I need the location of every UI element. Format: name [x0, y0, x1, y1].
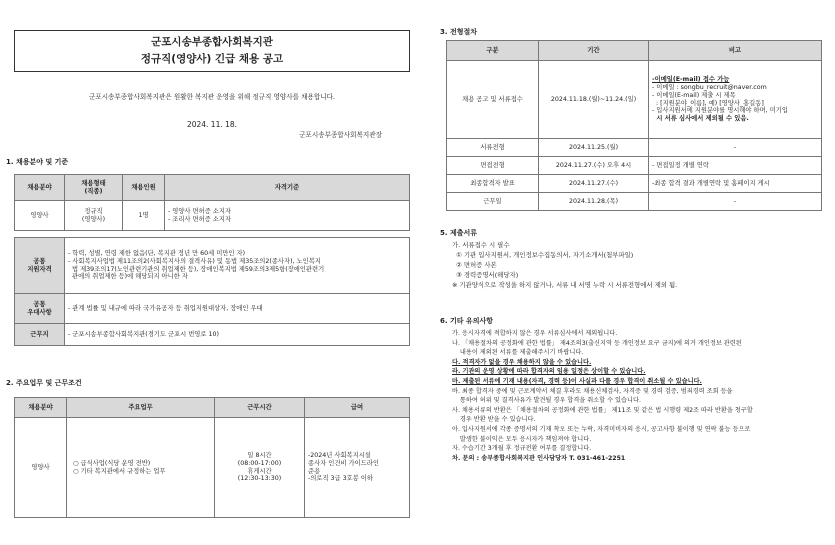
common-item: 법 제39조의17(노인관련기관의 취업제한 등), 장애인복지법 제59조의3제5항(장애인관련기	[68, 265, 325, 273]
workplace-label-cell: 근무지	[15, 324, 65, 346]
note-item: 가. 응시자격에 적합하지 않은 경우 서류심사에서 제외됩니다.	[452, 330, 618, 337]
col-header: 채용분야	[15, 398, 67, 418]
duties-table	[14, 397, 410, 518]
note-line: - 입사지원서에 지원분야를 명시해야 하며, 미기입	[652, 107, 788, 115]
label-line: 우대사항	[27, 308, 52, 316]
notes-block	[452, 329, 830, 464]
hours-line: 일 8시간	[247, 451, 272, 459]
common-requirements-table	[14, 237, 410, 346]
pay-line: -2024년 사회복지시설	[308, 451, 371, 459]
note-item: 경우 반환 받을 수 있습니다.	[452, 416, 536, 424]
note-line: -이메일(E-mail) 접수 가능	[652, 75, 730, 83]
common-item: 관에의 취업제한 등)에 해당되지 아니한 자	[68, 273, 188, 281]
note-line: - 이메일(E-mail) 제출 시 제목	[652, 91, 736, 99]
note-item: 통하여 허위 및 결격사유가 발견될 경우 합격을 취소할 수 있습니다.	[452, 397, 641, 405]
col-header: 구분	[447, 41, 539, 61]
hours-line: (12:30-13:30)	[237, 475, 282, 483]
hours-line: (08:00-17:00)	[237, 459, 282, 467]
pay-line: -의로직 3급 3호봉 이하	[308, 475, 373, 483]
process-note: - 면접일정 개별 연락	[649, 157, 822, 175]
note-item: 자. 수습기간 3개월 후 정규전환 여부를 결정합니다.	[452, 445, 592, 453]
process-period: 2024.11.28.(목)	[539, 193, 649, 211]
process-label: 근무일	[447, 193, 539, 211]
section4-title: 5. 제출서류	[440, 229, 478, 237]
common-label-cell	[15, 238, 65, 294]
note-item: 나. 「채용절차의 공정화에 관한 법률」 제4조의3(출신지역 등 개인정보 요구 금지)에 의거 개인정보 관련된	[452, 339, 742, 347]
field-cell: 영양사	[15, 201, 65, 231]
label-line: 지원자격	[27, 265, 52, 273]
title-line-2: 정규직(영양사) 긴급 채용 공고	[140, 53, 284, 65]
process-label: 최종합격자 발표	[447, 175, 539, 193]
duty-field-cell: 영양사	[15, 418, 67, 518]
common-items-cell	[65, 238, 410, 294]
process-table	[446, 40, 822, 211]
col-header: 주요업무	[67, 398, 215, 418]
workplace-cell: - 군포시송부종합사회복지관(경기도 군포시 번영로 10)	[65, 324, 410, 346]
hours-cell	[215, 418, 305, 518]
process-period: 2024.11.27.(수)	[539, 175, 649, 193]
contact-line: 차. 문의 : 송부종합사회복지관 인사담당자 T. 031-461-2251	[452, 454, 626, 462]
note-item: 사. 채용서류의 반환은 「채용절차의 공정화에 관한 법률」 제11조 및 같은 법 시행령 제2조 따라 반환을 청구할	[452, 406, 753, 414]
note-item: 아. 입사지원서에 각종 증명서의 기재 착오 또는 누락, 자격미비자의 응시, 공고사항 불이행 및 연락 불능 등으로	[452, 426, 751, 434]
process-note: -	[649, 193, 822, 211]
duty-item: ○ 급식사업(식당 운영 전반)	[73, 459, 151, 467]
col-header: 급여	[305, 398, 410, 418]
duties-cell	[67, 418, 215, 518]
criteria-item: - 영양사 면허증 소지자	[168, 207, 232, 215]
signature: 군포시송부종합사회복지관장	[299, 131, 382, 139]
hours-line: 휴게시간	[247, 467, 272, 475]
type-line: (영양사)	[81, 215, 106, 223]
note-line: : [지원분야_이름], 예) [영양사_홍길동]	[652, 99, 764, 107]
title-box	[14, 30, 410, 72]
note-item: 발생한 불이익은 모두 응시자가 책임져야 합니다.	[452, 435, 592, 443]
process-label: 서류전형	[447, 139, 539, 157]
title-line-1: 군포시송부종합사회복지관	[151, 36, 273, 48]
preference-label-cell	[15, 294, 65, 324]
col-header: 채용분야	[15, 175, 65, 201]
intro-text: 군포시송부종합사회복지관은 원활한 복지관 운영을 위해 정규직 영양사를 채용합니다.	[88, 93, 336, 101]
doc-line: ① 기관 입사지원서, 개인정보수집동의서, 자기소개서(첨부파일)	[452, 250, 634, 259]
label-line: 공통	[33, 300, 46, 308]
note-item: 마. 제출된 서류에 기재 내용(자격, 경력 등)이 사실과 다를 경우 합격이 취소될 수 있습니다.	[452, 378, 702, 386]
doc-line: ※ 기관양식으로 작성을 하지 않거나, 서류 내 서명 누락 시 서류전형에서 제외 됨.	[452, 280, 678, 289]
process-notes-cell	[649, 61, 822, 139]
note-line: - 이메일 : songbu_recruit@naver.com	[652, 83, 767, 91]
pay-cell	[305, 418, 410, 518]
col-header: 채용형태 (직종)	[65, 175, 123, 201]
pay-line: 종사자 인건비 가이드라인	[308, 459, 379, 467]
process-period: 2024.11.25.(월)	[539, 139, 649, 157]
note-item: 내용이 제외된 서류를 제출해주시기 바랍니다.	[452, 349, 584, 357]
recruit-field-table	[14, 174, 410, 231]
documents-block	[452, 241, 824, 291]
criteria-cell	[165, 201, 410, 231]
col-header: 채용인원	[123, 175, 165, 201]
type-line: 정규직	[84, 207, 103, 215]
process-period: 2024.11.27.(수) 오후 4시	[539, 157, 649, 175]
criteria-item: - 조리사 면허증 소지자	[168, 215, 232, 223]
process-period: 2024.11.18.(월)~11.24.(일)	[539, 61, 649, 139]
doc-line: ② 면허증 사본	[452, 260, 497, 269]
section2-title: 2. 주요업무 및 근무조건	[6, 379, 82, 387]
section1-title: 1. 채용분야 및 기준	[6, 158, 69, 166]
section3-title: 3. 전형절차	[440, 28, 478, 36]
label-line: 공통	[33, 257, 46, 265]
process-note: -	[649, 139, 822, 157]
section5-title: 6. 기타 유의사항	[440, 317, 493, 325]
count-cell: 1명	[123, 201, 165, 231]
duty-item: ○ 기타 복지관에서 규정하는 업무	[73, 467, 166, 475]
process-label: 채용 공고 및 서류접수	[447, 61, 539, 139]
col-header: 자격기준	[165, 175, 410, 201]
notice-date: 2024. 11. 18.	[186, 120, 238, 129]
doc-line: ③ 경력증명서(해당자)	[452, 270, 519, 279]
process-note: -최종 합격 결과 개별연락 및 홈페이지 게시	[649, 175, 822, 193]
type-cell	[65, 201, 123, 231]
preference-cell: - 관계 법률 및 내규에 따라 국가유공자 등 취업지원대상자, 장애인 우대	[65, 294, 410, 324]
col-header: 근무시간	[215, 398, 305, 418]
doc-line: 가. 서류접수 시 필수	[452, 241, 510, 249]
col-header: 기간	[539, 41, 649, 61]
note-item: 바. 최종 합격자 중에 및 근로계약서 체결 후라도 채용신체검사, 자격증 및 경력 검증, 범죄경력 조회 등을	[452, 387, 733, 395]
note-line: 시 서류 심사에서 제외될 수 있음.	[652, 115, 749, 123]
pay-line: 준용	[308, 467, 321, 475]
common-item: - 학력, 성별, 연령 제한 없음(단, 복지관 정년 만 60세 미만인 자)	[68, 249, 246, 257]
process-label: 면접전형	[447, 157, 539, 175]
note-item: 라. 기관의 운영 상황에 따라 합격자의 임용 일정은 상이할 수 있습니다.	[452, 368, 646, 376]
note-item: 다. 적격자가 없을 경우 채용하지 않을 수 있습니다.	[452, 358, 592, 366]
col-header: 비고	[649, 41, 822, 61]
common-item: - 사회복지사업법 제11조의2(사회복지사의 결격사유) 및 동법 제35조의2(종사자), 노인복지	[68, 257, 321, 265]
